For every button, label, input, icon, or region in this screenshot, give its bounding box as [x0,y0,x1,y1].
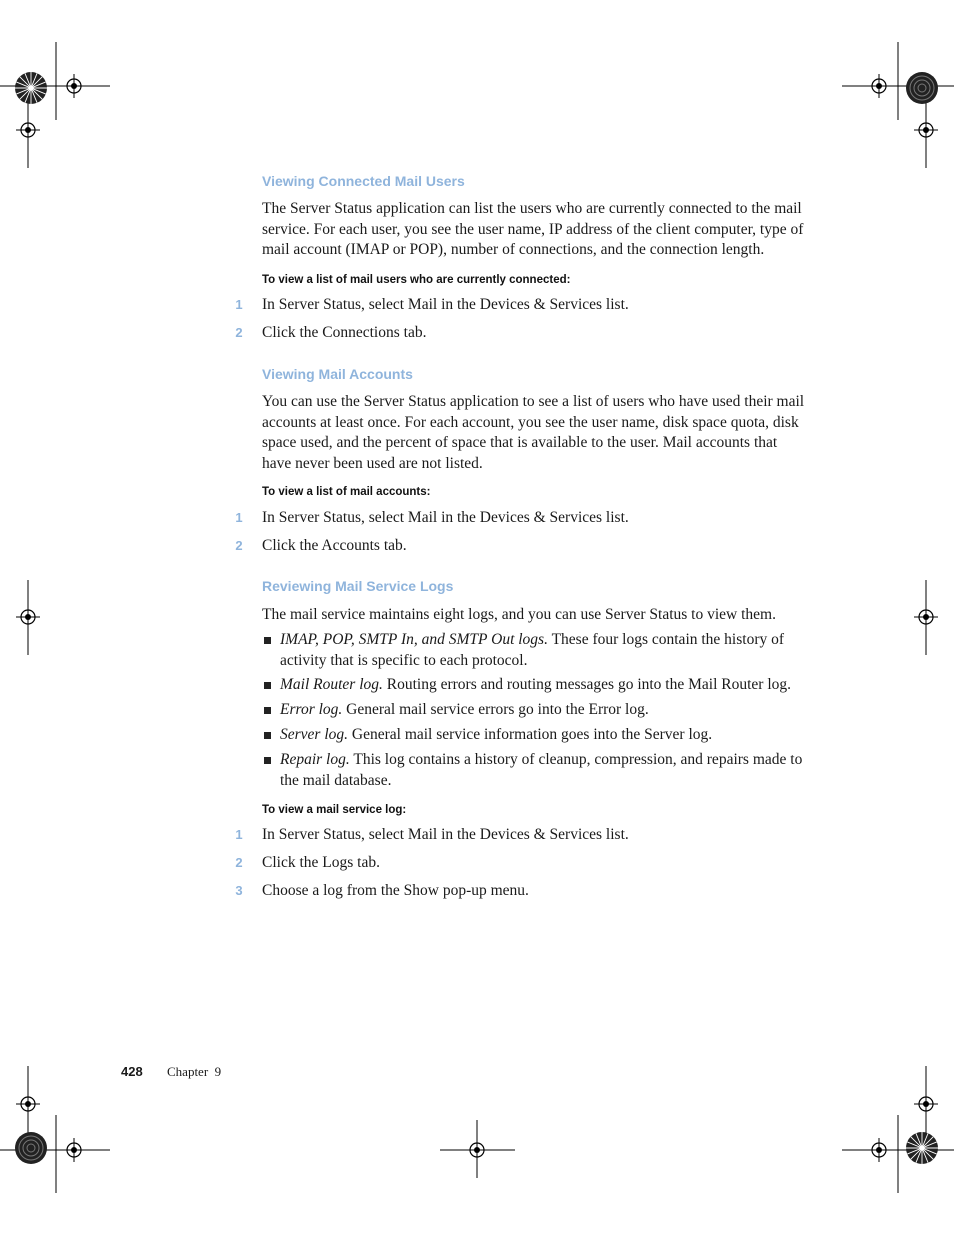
bullet-square-icon [264,682,271,689]
section-heading-connected-users: Viewing Connected Mail Users [262,173,465,189]
bullet-term: Server log. [280,726,349,743]
bullet-text: Routing errors and routing messages go into the Mail Router log. [386,676,792,693]
bullet-square-icon [264,732,271,739]
bullet-text: General mail service information goes into the Server log. [351,726,713,743]
section-heading-service-logs: Reviewing Mail Service Logs [262,578,454,594]
step-text: In Server Status, select Mail in the Devices & Services list. [262,509,629,526]
step-number: 2 [235,538,243,553]
step-item [232,826,812,848]
bullet-item [262,725,807,746]
bullet-item [262,630,807,671]
step-item [232,882,812,904]
step-text: Click the Logs tab. [262,854,380,871]
section-intro: You can use the Server Status application to see a list of users who have used their mail accounts at least once. For each account, you see the user name, disk space quota, disk space used, and the percent of space that is available to the user. Mail accounts that have never been used are not listed. [262,393,805,472]
step-item [232,324,812,346]
bullet-text: General mail service errors go into the Error log. [346,701,649,718]
bullet-item [262,700,807,721]
step-number: 2 [235,855,243,870]
bullet-term: IMAP, POP, SMTP In, and SMTP Out logs. [280,631,548,648]
step-number: 3 [235,883,243,898]
step-number: 1 [235,827,243,842]
procedure-title: To view a list of mail users who are currently connected: [262,274,571,286]
step-text: Click the Accounts tab. [262,537,407,554]
step-number: 1 [235,510,243,525]
page-number: 428 [121,1064,143,1079]
chapter-label: Chapter 9 [167,1064,222,1079]
step-item [232,854,812,876]
procedure-title: To view a list of mail accounts: [262,486,431,498]
step-text: In Server Status, select Mail in the Devices & Services list. [262,826,629,843]
procedure-title: To view a mail service log: [262,804,407,816]
bullet-square-icon [264,757,271,764]
bullet-term: Error log. [280,701,343,718]
bullet-term: Mail Router log. [280,676,383,693]
step-item [232,296,812,318]
step-text: Click the Connections tab. [262,324,427,341]
bullet-square-icon [264,637,271,644]
step-number: 1 [235,297,243,312]
bullet-text: This log contains a history of cleanup, compression, and repairs made to the mail database. [280,751,803,789]
step-number: 2 [235,325,243,340]
bullet-square-icon [264,707,271,714]
bullet-term: Repair log. [280,751,350,768]
step-item [232,509,812,531]
step-item [232,537,812,559]
step-text: Choose a log from the Show pop-up menu. [262,882,529,899]
section-heading-mail-accounts: Viewing Mail Accounts [262,366,413,382]
section-intro: The Server Status application can list the users who are currently connected to the mail service. For each user, you see the user name, IP address of the client computer, type of mail account (IMAP or POP), number of connections, and the connection length. [262,200,804,258]
bullet-item [262,750,807,791]
section-intro: The mail service maintains eight logs, and you can use Server Status to view them. [262,606,776,623]
step-text: In Server Status, select Mail in the Devices & Services list. [262,296,629,313]
bullet-item [262,675,807,696]
bullet-text: These four logs contain the history of activity that is specific to each protocol. [280,631,785,669]
